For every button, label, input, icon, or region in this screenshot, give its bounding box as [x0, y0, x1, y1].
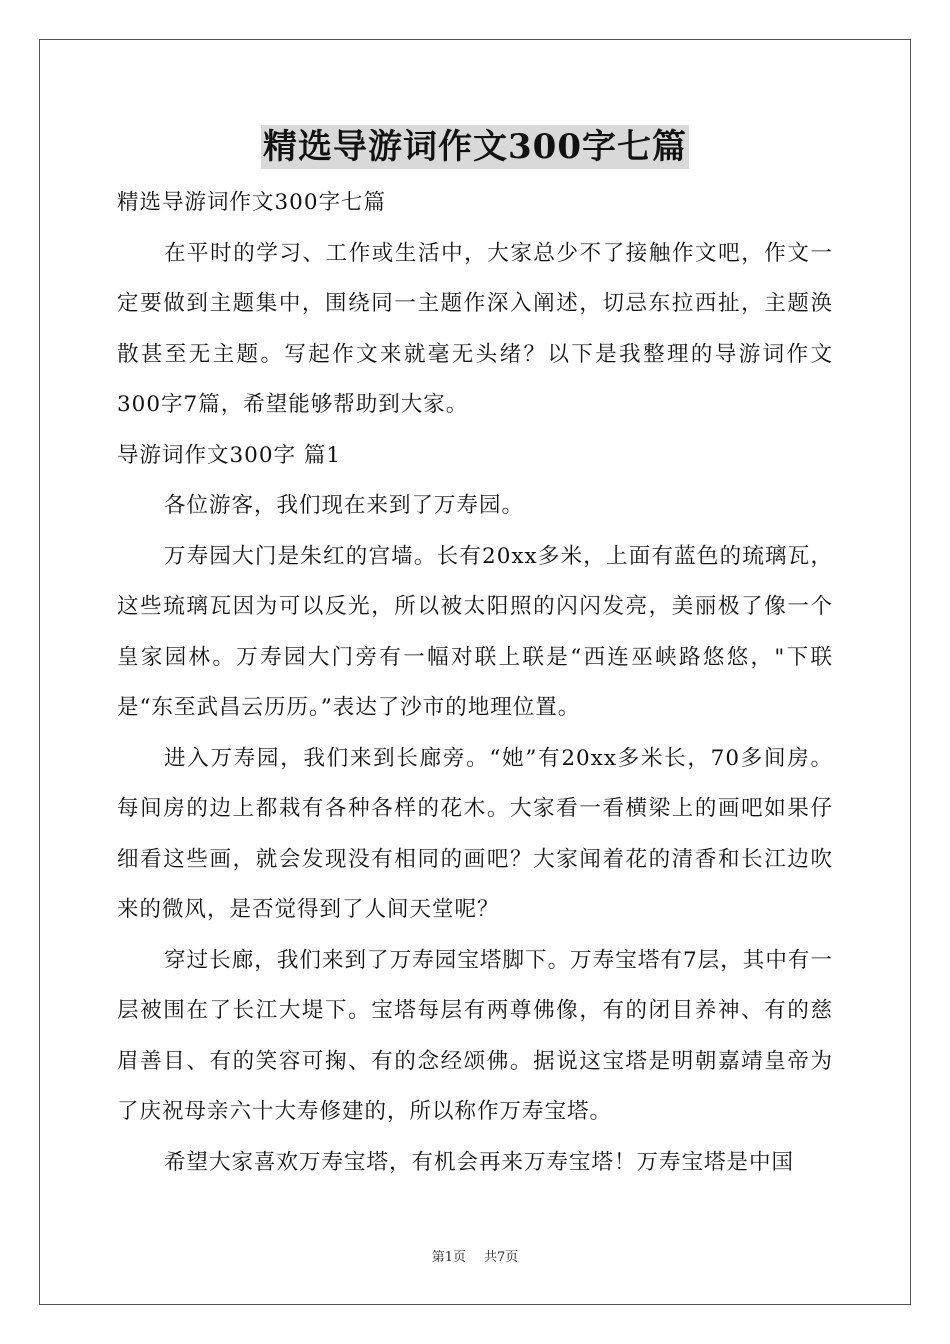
page-footer [0, 1246, 950, 1265]
paragraph: 各位游客，我们现在来到了万寿园。 [164, 493, 525, 518]
paragraph: 希望大家喜欢万寿宝塔，有机会再来万寿宝塔！万寿宝塔是中国 [164, 1149, 795, 1175]
document-title: 精选导游词作文300字七篇 [263, 127, 687, 167]
paragraph: 穿过长廊，我们来到了万寿园宝塔脚下。万寿宝塔有7层，其中有一层被围在了长江大堤下。宝塔每层有两尊佛像，有的闭目养神、有的慈眉善目、有的笑容可掬、有的念经颂佛。据说这宝塔是明朝嘉靖皇帝为了庆祝母亲六十大寿修建的，所以称作万寿宝塔。 [117, 947, 833, 1124]
page-number: 第1页 [431, 1250, 466, 1265]
paragraph: 在平时的学习、工作或生活中，大家总少不了接触作文吧，作文一定要做到主题集中，围绕同一主题作深入阐述，切忌东拉西扯，主题涣散甚至无主题。写起作文来就毫无头绪？以下是我整理的导游词作文300字7篇，希望能够帮助到大家。 [117, 240, 833, 417]
paragraph: 进入万寿园，我们来到长廊旁。“她”有20xx多米长，70多间房。每间房的边上都栽有各种各样的花木。大家看一看横梁上的画吧如果仔细看这些画，就会发现没有相同的画吧？大家闻着花的清香和长江边吹来的微风，是否觉得到了人间天堂呢？ [117, 745, 833, 922]
document-body [117, 178, 833, 1188]
paragraph: 万寿园大门是朱红的宫墙。长有20xx多米，上面有蓝色的琉璃瓦，这些琉璃瓦因为可以反光，所以被太阳照的闪闪发亮，美丽极了像一个皇家园林。万寿园大门旁有一幅对联上联是“西连巫峡路悠悠，"下联是“东至武昌云历历。”表达了沙市的地理位置。 [117, 543, 833, 720]
paragraph: 精选导游词作文300字七篇 [117, 190, 387, 215]
section-heading: 导游词作文300字 篇1 [117, 442, 342, 468]
page-total: 共7页 [484, 1250, 519, 1265]
title-container [0, 125, 950, 169]
